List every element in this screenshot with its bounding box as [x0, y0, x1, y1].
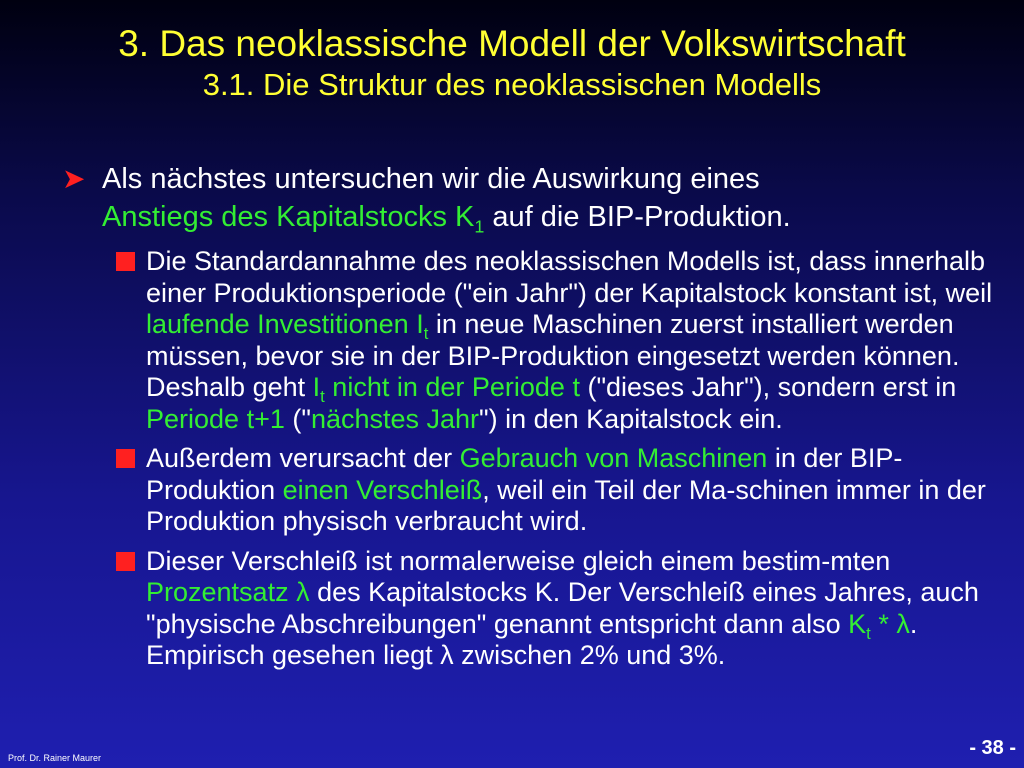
highlight-text: einen Verschleiß — [282, 474, 483, 505]
text-run: ("dieses Jahr"), sondern erst in — [579, 372, 957, 402]
sub-bullet-list — [116, 246, 1016, 680]
text-run: K — [848, 608, 867, 639]
main-bullet-point — [62, 160, 1012, 236]
text-run: Die Standardannahme des neoklassischen Modells ist, dass innerhalb einer Produktionsperiode ("ein Jahr") der Kapitalstock konstant ist, weil — [146, 246, 993, 308]
highlight-text — [312, 372, 580, 406]
subscript: 1 — [474, 216, 485, 237]
sub-bullet-item — [116, 546, 1016, 672]
sub-bullet-item — [116, 443, 1016, 538]
main-bullet-text — [102, 160, 1012, 236]
text-run: . Empirisch gesehen liegt λ zwischen 2% und 3%. — [146, 608, 918, 670]
slide-subtitle: 3.1. Die Struktur des neoklassischen Modells — [202, 67, 822, 102]
square-bullet-icon — [116, 552, 135, 571]
page-number: - 38 - — [969, 737, 1016, 759]
text-run: I — [312, 372, 321, 402]
highlight-text: nächstes Jahr — [310, 403, 480, 434]
text-run: in der BIP-Produktion — [146, 443, 903, 505]
text-run: (" — [284, 403, 311, 434]
highlight-text: Gebrauch von Maschinen — [459, 443, 768, 473]
highlight-text — [848, 608, 910, 643]
text-run: Außerdem verursacht der — [146, 443, 460, 473]
text-run: des Kapitalstocks K. Der Verschleiß eines Jahres, auch "physische Abschreibungen" genannt entspricht dann also — [146, 577, 979, 639]
text-run: in neue Maschinen zuerst installiert werden müssen, bevor sie in der BIP-Produktion eingesetzt werden können. Deshalb geht — [146, 309, 960, 402]
text-run: , weil ein Teil der Ma-schinen immer in der Produktion physisch verbraucht wird. — [146, 474, 986, 536]
text-run: Anstiegs des Kapitalstocks K — [102, 201, 475, 233]
text-run: laufende Investitionen I — [146, 309, 424, 339]
highlight-text: Periode t+1 — [146, 403, 285, 434]
arrowhead-bullet-icon: ➤ — [62, 163, 86, 194]
text-run: Dieser Verschleiß ist normalerweise gleich einem bestim-mten — [146, 545, 891, 576]
text-run: nicht in der Periode t — [324, 372, 580, 402]
text-run: ") in den Kapitalstock ein. — [479, 403, 783, 434]
square-bullet-icon — [116, 449, 135, 468]
text-run: * λ — [870, 608, 910, 639]
slide-title: 3. Das neoklassische Modell der Volkswirtschaft — [118, 23, 906, 64]
subscript: t — [866, 623, 871, 643]
highlight-text: Prozentsatz λ — [146, 577, 310, 607]
square-bullet-icon — [116, 252, 135, 271]
title-block — [0, 22, 1024, 104]
highlight-text — [146, 309, 429, 343]
highlight-text — [102, 201, 485, 237]
subscript: t — [320, 386, 325, 406]
text-run: auf die BIP-Produktion. — [484, 201, 791, 233]
footer-author: Prof. Dr. Rainer Maurer — [8, 753, 102, 763]
text-run: Als nächstes untersuchen wir die Auswirkung eines — [102, 163, 760, 195]
subscript: t — [423, 323, 429, 343]
sub-bullet-item — [116, 246, 1016, 435]
